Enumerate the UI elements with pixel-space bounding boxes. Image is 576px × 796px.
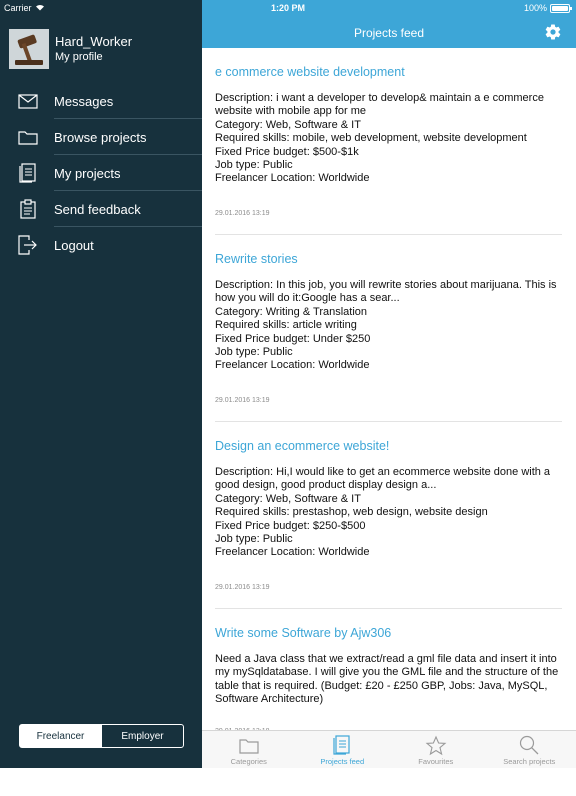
sidebar [0,0,202,768]
projects-feed[interactable] [202,48,576,730]
project-title-link[interactable]: Rewrite stories [215,252,298,266]
project-budget: Fixed Price budget: Under $250 [215,333,567,346]
project-budget: Fixed Price budget: $500-$1k [215,146,567,159]
search-icon [519,735,539,755]
profile-name: Hard_Worker [55,34,132,50]
project-location: Freelancer Location: Worldwide [215,546,567,559]
project-date: 29.01.2016 13:19 [215,210,270,217]
document-icon [0,163,54,183]
envelope-icon [0,94,54,109]
project-category: Category: Web, Software & IT [215,493,567,506]
tab-label: Projects feed [320,757,364,766]
tab-bar [202,730,576,768]
project-card[interactable] [202,235,576,422]
project-details [215,279,567,373]
avatar[interactable] [9,29,49,69]
side-menu [0,83,202,263]
project-card[interactable] [202,48,576,235]
sidebar-item-messages[interactable] [0,83,202,119]
project-category: Category: Web, Software & IT [215,119,567,132]
logout-icon [0,235,54,255]
project-job-type: Job type: Public [215,346,567,359]
project-location: Freelancer Location: Worldwide [215,359,567,372]
project-details [215,466,567,560]
sidebar-item-label: Messages [54,94,113,109]
sidebar-item-label: Send feedback [54,202,141,217]
status-time: 1:20 PM [0,3,576,13]
project-location: Freelancer Location: Worldwide [215,172,567,185]
project-budget: Fixed Price budget: $250-$500 [215,520,567,533]
tab-label: Favourites [418,757,453,766]
folder-icon [239,735,259,755]
status-bar [0,0,576,16]
sidebar-item-label: Browse projects [54,130,146,145]
project-title-link[interactable]: Design an ecommerce website! [215,439,389,453]
project-title-link[interactable]: Write some Software by Ajw306 [215,626,391,640]
gear-icon[interactable] [544,23,562,41]
project-description: Need a Java class that we extract/read a gml file data and insert it into my mySqldatabase. I will give you the GML file and the structure of the table that is required. (Budget: £20 - £250 GBP, Jobs: Java, MySQL, Software Architecture) [215,653,567,707]
profile[interactable] [9,29,132,69]
freelancer-toggle-button[interactable]: Freelancer [20,725,101,747]
project-date: 29.01.2016 13:19 [215,584,270,591]
project-description: Description: i want a developer to develop& maintain a e commerce website with mobile app for me [215,92,567,119]
folder-icon [0,129,54,145]
tab-search-projects[interactable] [483,731,576,768]
role-toggle [19,724,184,748]
sidebar-item-logout[interactable] [0,227,202,263]
employer-toggle-button[interactable]: Employer [101,725,183,747]
project-title-link[interactable]: e commerce website development [215,65,405,79]
project-category: Category: Writing & Translation [215,306,567,319]
project-details [215,92,567,186]
project-details [215,653,567,707]
project-skills: Required skills: article writing [215,319,567,332]
sidebar-item-label: Logout [54,238,94,253]
page-title: Projects feed [202,26,576,40]
project-date: 29.01.2016 13:19 [215,397,270,404]
tab-label: Search projects [503,757,555,766]
star-icon [426,735,446,755]
project-job-type: Job type: Public [215,159,567,172]
gavel-icon [9,29,49,69]
carrier-label: Carrier [4,3,32,13]
tab-projects-feed[interactable] [296,731,390,768]
my-profile-link[interactable]: My profile [55,50,132,64]
clipboard-icon [0,199,54,219]
battery-percent: 100% [524,3,547,13]
tab-favourites[interactable] [389,731,483,768]
sidebar-item-my-projects[interactable] [0,155,202,191]
project-skills: Required skills: prestashop, web design, website design [215,506,567,519]
tab-label: Categories [231,757,267,766]
sidebar-item-label: My projects [54,166,120,181]
tab-categories[interactable] [202,731,296,768]
sidebar-item-send-feedback[interactable] [0,191,202,227]
document-icon [333,735,351,755]
project-card[interactable] [202,422,576,609]
project-description: Description: Hi,I would like to get an ecommerce website done with a good design, good product display design a... [215,466,567,493]
sidebar-item-browse-projects[interactable] [0,119,202,155]
project-skills: Required skills: mobile, web development, website development [215,132,567,145]
project-description: Description: In this job, you will rewrite stories about marijuana. This is how you will do it:Google has a sear... [215,279,567,306]
battery-icon [550,4,570,13]
project-job-type: Job type: Public [215,533,567,546]
